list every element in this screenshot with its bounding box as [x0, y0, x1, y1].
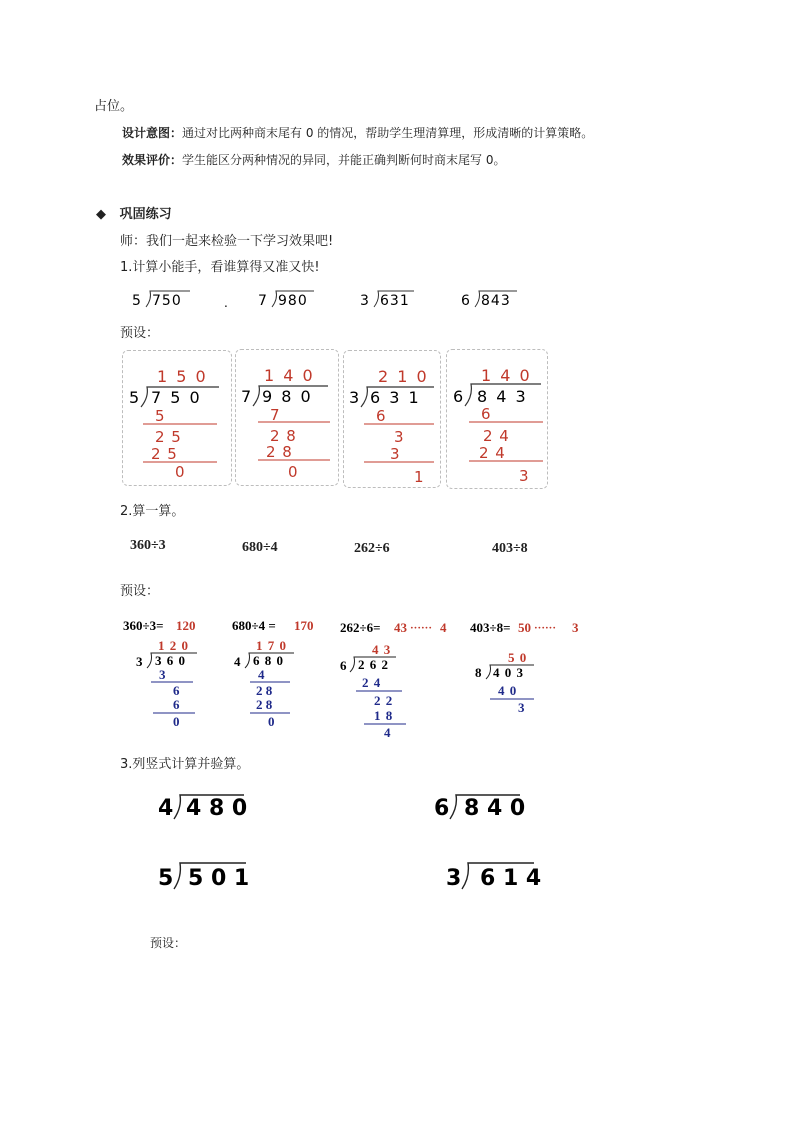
step-1: 6	[481, 405, 491, 423]
q2-problem-1: 360÷3	[130, 538, 166, 553]
divisor: 4	[158, 796, 174, 821]
step-1: 6	[376, 407, 386, 425]
q1-card-4	[446, 349, 548, 489]
step-2: 3	[394, 428, 404, 446]
q1-problem-4	[461, 291, 517, 309]
quotient: 5 0	[508, 650, 528, 665]
divisor: 6	[453, 387, 464, 406]
equation: 262÷6=	[340, 620, 381, 635]
q2-solution-1	[123, 618, 197, 729]
q1-problems	[120, 285, 540, 315]
quotient: 1 4 0	[264, 366, 315, 385]
q2-solution-2	[232, 618, 314, 729]
divisor: 5	[158, 866, 174, 891]
design-intent	[122, 124, 593, 141]
q1-divisor: 5	[132, 293, 141, 309]
diamond-bullet-icon: ◆	[96, 207, 106, 222]
q3-problem-3	[158, 863, 249, 891]
quotient: 1 7 0	[256, 638, 287, 653]
dividend: 8 4 0	[464, 796, 526, 821]
equation: 403÷8=	[470, 620, 511, 635]
answer: 50	[518, 620, 531, 635]
q1-dividend: 980	[278, 293, 308, 309]
long-division-2	[236, 350, 338, 485]
step: 4	[258, 667, 265, 682]
step: 6	[173, 683, 180, 698]
remainder-answer: 3	[572, 620, 579, 635]
step: 0	[173, 714, 180, 729]
step-2: 2 5	[155, 428, 182, 446]
answer: 43	[394, 620, 407, 635]
step-3: 2 8	[266, 443, 293, 461]
intro-top-line: 占位。	[94, 99, 134, 114]
equation: 360÷3=	[123, 618, 164, 633]
q2-problem-4: 403÷8	[492, 541, 528, 556]
ellipsis-dots: ······	[534, 622, 557, 634]
q1-card-3	[343, 350, 441, 488]
q1-dividend: 843	[481, 293, 511, 309]
step: 3	[518, 700, 525, 715]
step-3: 3	[390, 445, 400, 463]
step-3: 2 5	[151, 445, 178, 463]
ellipsis-dots: ······	[410, 622, 433, 634]
q2-solution-3	[340, 620, 447, 740]
q3-problem-1	[158, 795, 247, 821]
q1-problem-3	[360, 291, 414, 309]
design-text: 通过对比两种商末尾有 0 的情况，帮助学生理清算理，形成清晰的计算策略。	[182, 126, 594, 140]
q1-divisor: 3	[360, 293, 369, 309]
q3-preset-label: 预设：	[150, 936, 187, 950]
step: 3	[159, 667, 166, 682]
divisor: 4	[234, 654, 241, 669]
step-3: 2 4	[479, 444, 506, 462]
q3-title: 3.列竖式计算并验算。	[120, 757, 250, 772]
q3-problem-4	[446, 863, 541, 891]
q3-problems	[150, 785, 550, 895]
answer: 170	[294, 618, 314, 633]
dividend: 3 6 0	[155, 653, 186, 668]
dividend: 7 5 0	[151, 388, 202, 407]
answer: 120	[176, 618, 196, 633]
dividend: 5 0 1	[188, 866, 250, 891]
divisor: 3	[136, 654, 143, 669]
divisor: 5	[129, 388, 140, 407]
step: 6	[173, 697, 180, 712]
stray-dot: .	[224, 296, 228, 310]
divisor: 6	[340, 658, 347, 673]
remainder: 0	[288, 463, 298, 481]
step: 1 8	[374, 708, 394, 723]
long-division-4	[447, 350, 547, 488]
q1-card-1	[122, 350, 232, 486]
dividend: 4 0 3	[493, 665, 524, 680]
q1-preset-label: 预设：	[120, 326, 160, 341]
step: 2 8	[256, 683, 273, 698]
step-2: 2 4	[483, 427, 510, 445]
q2-problem-3: 262÷6	[354, 541, 390, 556]
step: 2 2	[374, 693, 394, 708]
quotient: 1 5 0	[157, 367, 208, 386]
dividend: 8 4 3	[477, 387, 528, 406]
q1-problem-1	[132, 291, 190, 309]
q1-dividend: 631	[380, 293, 410, 309]
effect-evaluation	[122, 151, 505, 168]
teacher-line: 师：我们一起来检验一下学习效果吧!	[120, 234, 334, 249]
step: 2 8	[256, 697, 273, 712]
section-title: 巩固练习	[119, 207, 172, 222]
dividend: 4 8 0	[186, 796, 248, 821]
divisor: 6	[434, 796, 450, 821]
effect-text: 学生能区分两种情况的异同，并能正确判断何时商末尾写 0。	[182, 153, 506, 167]
remainder: 0	[175, 463, 185, 481]
q1-divisor: 6	[461, 293, 470, 309]
step: 4 0	[498, 683, 518, 698]
quotient: 4 3	[372, 642, 392, 657]
section-header	[96, 203, 172, 222]
effect-label: 效果评价：	[122, 153, 183, 167]
dividend: 6 3 1	[370, 388, 421, 407]
long-division-3	[344, 351, 440, 487]
divisor: 8	[475, 665, 482, 680]
q1-dividend: 750	[152, 293, 182, 309]
step: 4	[384, 725, 391, 740]
dividend: 6 8 0	[253, 653, 284, 668]
q2-solutions	[118, 612, 598, 742]
q1-divisor: 7	[258, 293, 267, 309]
q2-problem-2: 680÷4	[242, 540, 278, 555]
quotient: 1 2 0	[158, 638, 189, 653]
divisor: 3	[349, 388, 360, 407]
step: 0	[268, 714, 275, 729]
remainder-answer: 4	[440, 620, 447, 635]
step-1: 5	[155, 407, 165, 425]
step-2: 2 8	[270, 427, 297, 445]
q2-solution-4	[470, 620, 579, 715]
equation: 680÷4 =	[232, 618, 276, 633]
step-1: 7	[270, 406, 280, 424]
q2-title: 2.算一算。	[120, 504, 185, 519]
quotient: 2 1 0	[378, 367, 429, 386]
divisor: 7	[241, 387, 252, 406]
dividend: 2 6 2	[358, 657, 389, 672]
design-label: 设计意图：	[122, 126, 183, 140]
quotient: 1 4 0	[481, 366, 532, 385]
q1-card-2	[235, 349, 339, 486]
remainder: 3	[519, 467, 529, 485]
q2-preset-label: 预设：	[120, 584, 160, 599]
q3-problem-2	[434, 795, 525, 821]
divisor: 3	[446, 866, 462, 891]
long-division-1	[123, 351, 231, 485]
dividend: 6 1 4	[480, 866, 542, 891]
remainder: 1	[414, 468, 424, 486]
q1-title: 1.计算小能手，看谁算得又准又快!	[120, 260, 320, 275]
q1-problem-2	[258, 291, 314, 309]
step: 2 4	[362, 675, 382, 690]
dividend: 9 8 0	[262, 387, 313, 406]
